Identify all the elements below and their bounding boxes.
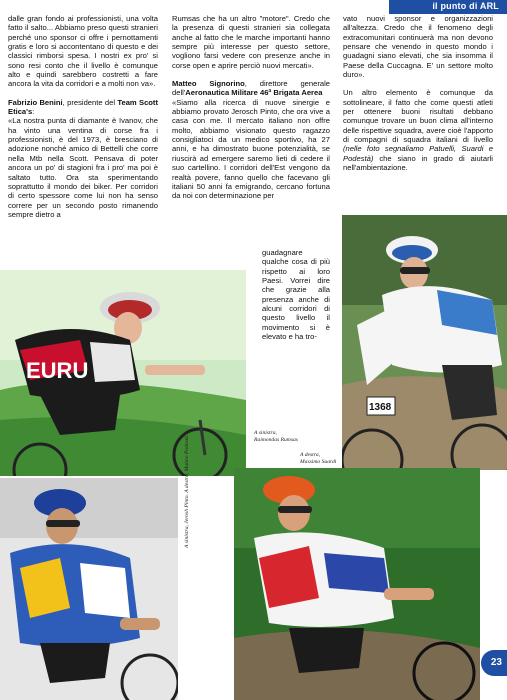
speaker-org: Aeronautica Militare 46ª Brigata Aerea — [185, 88, 323, 98]
speaker-role: , presidente del — [62, 97, 118, 107]
speaker-name: Matteo Signorino — [172, 79, 245, 89]
text-column-1 — [8, 14, 158, 219]
paragraph-speaker — [8, 98, 158, 117]
cyclist-photo-pinto — [0, 478, 178, 700]
paragraph: «La nostra punta di diamante è Ivanov, che ha vinto una ventina di corse fra i professionisti, è del 1973, è bresciano di adozione nonché amico di Bettelli che corre nella Mtb nella Scott. Pensava di poter ancora un po' di stagioni fra i pro' ma poi è saltato tutto. Ora sta sperimentando soprattutto il mondo dei biker. Per corridori di certo spessore come lui non ha senso correre per un secondo posto rimanendo sempre dietro a — [8, 116, 158, 219]
paragraph-speaker — [172, 79, 330, 98]
page-number-tab — [481, 650, 507, 676]
speaker-role: , direttore generale dell' — [172, 79, 330, 98]
paragraph-text: Un altro elemento è comunque da sottolineare, il fatto che come questi atleti per ottenere buoni risultati debbano comunque trovare un buon clima all'interno delle rispettive squadra, avere cioè l'apporto di compagni di squadra italiani di livello — [343, 88, 493, 145]
text-column-2-continued — [262, 248, 330, 341]
caption-pinto-podesta — [184, 436, 191, 548]
caption-text: A sinistra, Jerosh Pinto. A destra, Matteo Podestà — [184, 436, 190, 548]
page-number: 23 — [490, 657, 502, 668]
caption-text: A sinistra, Raimondas Rumsas — [254, 430, 298, 443]
paragraph — [343, 88, 493, 172]
paragraph: «Siamo alla ricerca di nuove sinergie e abbiamo provato Jerosch Pinto, che ora vive a casa con me. Il mercato italiano non offre molto, abbiamo visionato questo ragazzo consigliatoci da un medico sportivo, ha 27 anni, e ha dimostrato buone potenzialità, se riuscirà ad emergere saremo lieti di cedere il suo cartellino. I corridori dell'Est vengono da realtà povere, fanno quello che facevano gli italiani 50 anni fa emigrando, cercano fortuna da noi con determinazione per — [172, 97, 330, 201]
jersey-text: EURU — [26, 358, 89, 383]
photo-rumsas — [0, 270, 246, 476]
photo-suardi — [342, 215, 507, 470]
paragraph: vato nuovi sponsor e organizzazioni all'altezza. Credo che il fenomeno degli extracomunitari continuerà ma non devono pensare che venendo in questo mondo i guadagni siano elevati, che sia insomma il Paese della Cuccagna. E' un settore molto duro». — [343, 14, 493, 80]
photo-podesta — [234, 468, 480, 700]
caption-rumsas — [254, 430, 302, 443]
caption-text: A destra, Massimo Suardi — [300, 452, 337, 465]
paragraph-text: che siano in grado di aiutarli nell'ambientazione. — [343, 153, 493, 173]
text-column-3 — [343, 14, 493, 173]
bib-number: 1368 — [369, 402, 392, 413]
cyclist-photo-rumsas — [0, 270, 246, 476]
speaker-team: Team Scott Etica's — [8, 97, 158, 117]
cyclist-photo-podesta — [234, 468, 480, 700]
magazine-brand: il punto di ARL — [432, 1, 499, 11]
magazine-header-tag — [389, 0, 507, 14]
punctuation: : — [32, 107, 35, 117]
speaker-name: Fabrizio Benini — [8, 97, 63, 107]
cyclist-photo-suardi — [342, 215, 507, 470]
text-column-2 — [172, 14, 330, 201]
paragraph: dalle gran fondo ai professionisti, una volta fatto il salto... Abbiamo preso questi stranieri perché uno sponsor ci offre i pernottamenti gratis e loro si accontentano di questo e dei classici rimborsi spesa. I nostri ex pro' si sono resi conto che il livello è comunque alto e quindi sarebbero costretti a fare ancora la vita da corridori e a molti non va». — [8, 14, 158, 89]
caption-suardi — [300, 452, 340, 465]
paragraph: guadagnare qualche cosa di più rispetto ai loro Paesi. Vorrei dire che grazie alla presenza anche di alcuni corridori di questo livello il movimento si è elevato e ha tro- — [262, 248, 330, 342]
paragraph-italic: (nelle foto segnaliamo Patuelli, Suardi e Podestà) — [343, 144, 493, 163]
photo-pinto — [0, 478, 178, 700]
paragraph: Rumsas che ha un altro "motore". Credo che la presenza di questi stranieri sia collegata anche al fatto che le marche importanti hanno sempre più interesse per questo settore, vogliono farsi vedere con presenze anche in corse open e aprire perciò nuovi mercati». — [172, 14, 330, 70]
